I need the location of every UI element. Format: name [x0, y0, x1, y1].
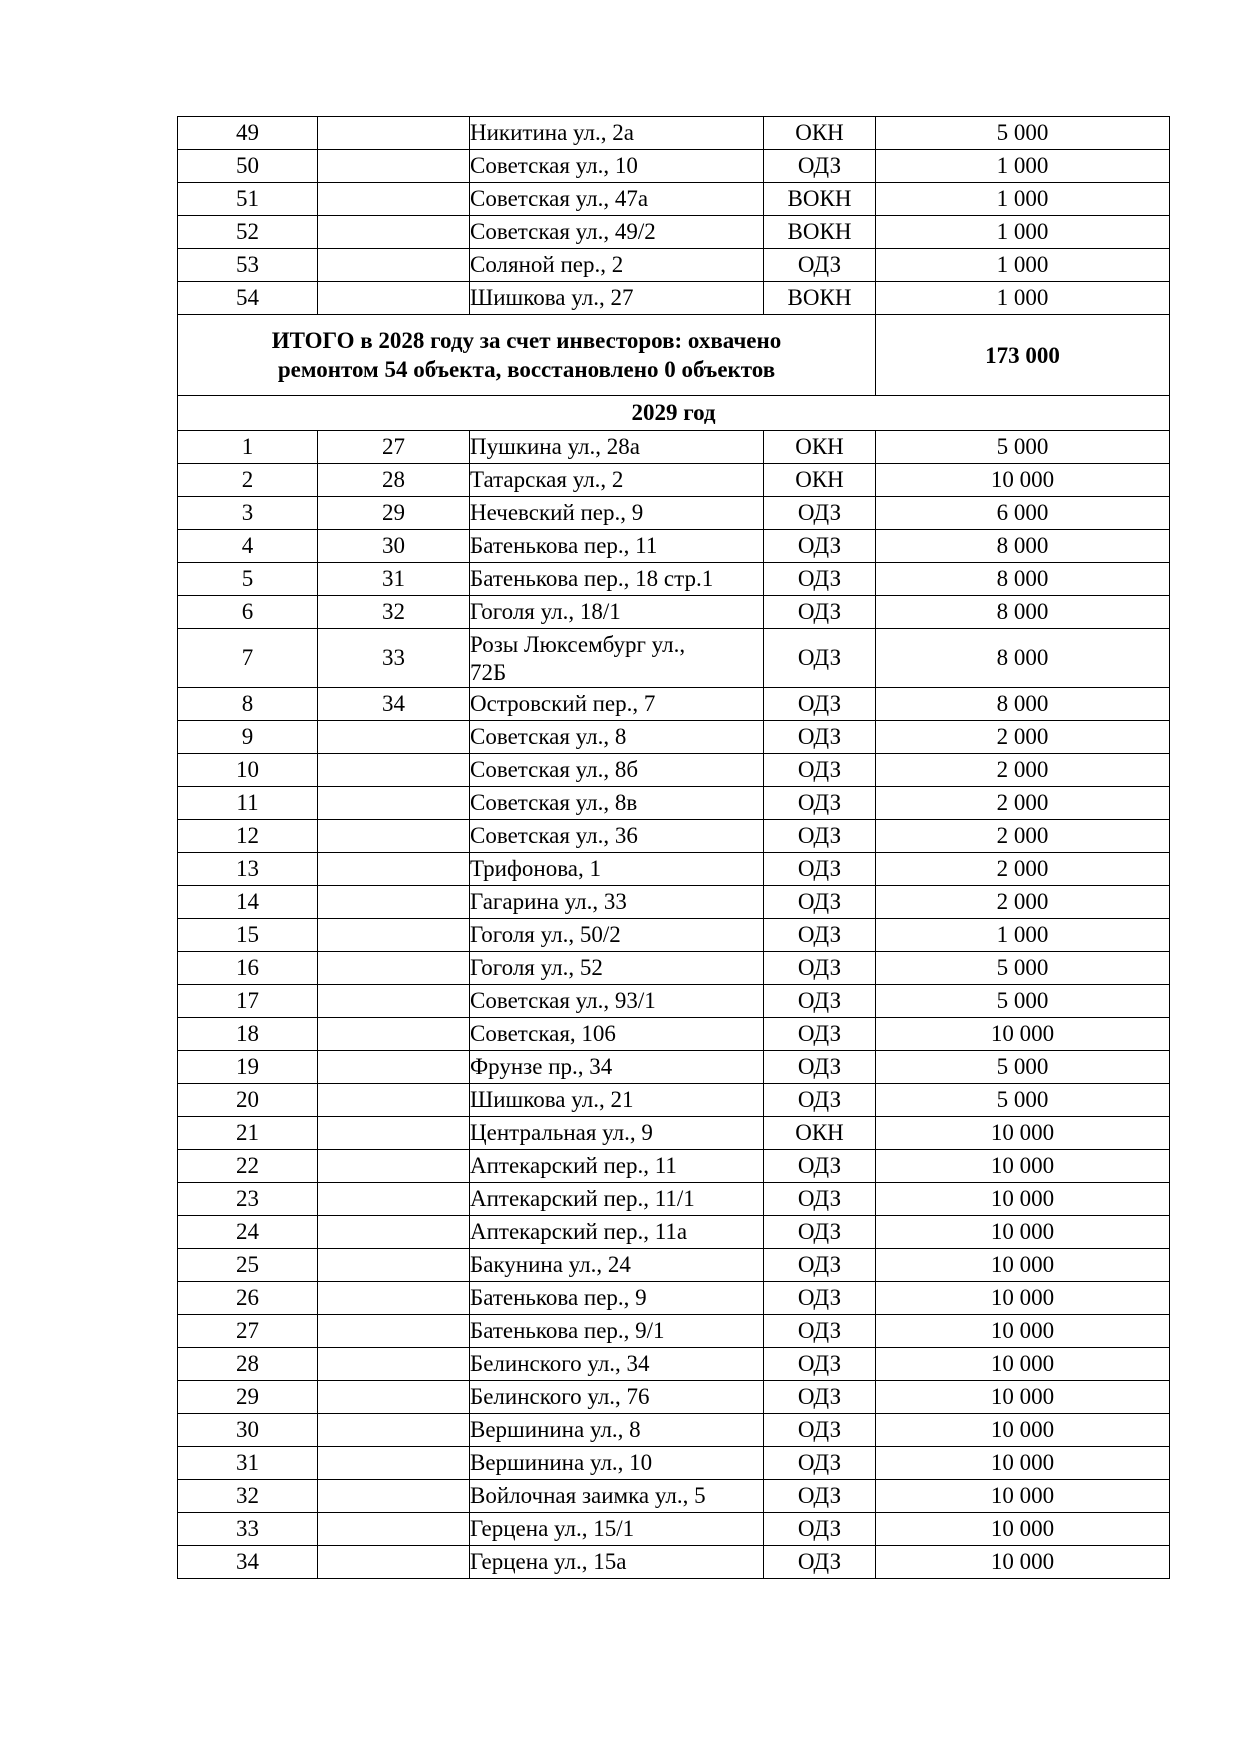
table-row — [178, 150, 1170, 183]
table-row — [178, 721, 1170, 754]
table-row — [178, 629, 1170, 688]
registry-number — [318, 1249, 470, 1282]
amount: 10 000 — [876, 1546, 1170, 1579]
amount: 6 000 — [876, 497, 1170, 530]
row-number: 5 — [178, 563, 318, 596]
total-2028-section — [178, 315, 1170, 431]
registry-number — [318, 1150, 470, 1183]
amount: 2 000 — [876, 787, 1170, 820]
address: Гоголя ул., 50/2 — [470, 919, 764, 952]
row-number: 24 — [178, 1216, 318, 1249]
table-row — [178, 1513, 1170, 1546]
object-type: ОДЗ — [764, 596, 876, 629]
object-type: ОДЗ — [764, 1315, 876, 1348]
row-number: 30 — [178, 1414, 318, 1447]
address: Гоголя ул., 18/1 — [470, 596, 764, 629]
table-row — [178, 688, 1170, 721]
object-type: ОКН — [764, 1117, 876, 1150]
registry-number: 33 — [318, 629, 470, 688]
registry-number: 30 — [318, 530, 470, 563]
amount: 10 000 — [876, 1414, 1170, 1447]
amount: 8 000 — [876, 563, 1170, 596]
table-row — [178, 497, 1170, 530]
table-row — [178, 1447, 1170, 1480]
row-number: 7 — [178, 629, 318, 688]
row-number: 52 — [178, 216, 318, 249]
address: Никитина ул., 2а — [470, 117, 764, 150]
registry-number — [318, 721, 470, 754]
row-number: 51 — [178, 183, 318, 216]
registry-number — [318, 1084, 470, 1117]
object-type: ОДЗ — [764, 1414, 876, 1447]
row-number: 32 — [178, 1480, 318, 1513]
objects-table — [177, 116, 1170, 1579]
registry-number — [318, 216, 470, 249]
row-number: 2 — [178, 464, 318, 497]
registry-number — [318, 117, 470, 150]
address: Батенькова пер., 11 — [470, 530, 764, 563]
table-row — [178, 530, 1170, 563]
address: Нечевский пер., 9 — [470, 497, 764, 530]
amount: 2 000 — [876, 853, 1170, 886]
registry-number — [318, 249, 470, 282]
row-number: 8 — [178, 688, 318, 721]
registry-number — [318, 183, 470, 216]
amount: 10 000 — [876, 1447, 1170, 1480]
table-row — [178, 1414, 1170, 1447]
amount: 1 000 — [876, 919, 1170, 952]
row-number: 26 — [178, 1282, 318, 1315]
registry-number — [318, 754, 470, 787]
row-number: 3 — [178, 497, 318, 530]
address: Советская ул., 49/2 — [470, 216, 764, 249]
object-type: ВОКН — [764, 183, 876, 216]
address: Белинского ул., 76 — [470, 1381, 764, 1414]
object-type: ОДЗ — [764, 1216, 876, 1249]
address — [470, 629, 764, 688]
registry-number — [318, 1117, 470, 1150]
table-row — [178, 216, 1170, 249]
address: Герцена ул., 15/1 — [470, 1513, 764, 1546]
row-number: 18 — [178, 1018, 318, 1051]
amount: 8 000 — [876, 530, 1170, 563]
object-type: ОДЗ — [764, 563, 876, 596]
row-number: 25 — [178, 1249, 318, 1282]
registry-number — [318, 1348, 470, 1381]
object-type: ОДЗ — [764, 952, 876, 985]
table-section-2029 — [178, 431, 1170, 1579]
amount: 8 000 — [876, 629, 1170, 688]
address: Аптекарский пер., 11а — [470, 1216, 764, 1249]
address: Советская, 106 — [470, 1018, 764, 1051]
table-row — [178, 754, 1170, 787]
address: Шишкова ул., 21 — [470, 1084, 764, 1117]
row-number: 20 — [178, 1084, 318, 1117]
object-type: ОДЗ — [764, 1249, 876, 1282]
address: Советская ул., 8в — [470, 787, 764, 820]
object-type: ОКН — [764, 431, 876, 464]
registry-number: 28 — [318, 464, 470, 497]
table-row — [178, 985, 1170, 1018]
address: Центральная ул., 9 — [470, 1117, 764, 1150]
table-row — [178, 563, 1170, 596]
registry-number — [318, 1018, 470, 1051]
object-type: ОДЗ — [764, 721, 876, 754]
address: Островский пер., 7 — [470, 688, 764, 721]
object-type: ОДЗ — [764, 1183, 876, 1216]
registry-number — [318, 820, 470, 853]
address: Советская ул., 8б — [470, 754, 764, 787]
amount: 10 000 — [876, 1249, 1170, 1282]
address: Советская ул., 36 — [470, 820, 764, 853]
amount: 8 000 — [876, 688, 1170, 721]
amount: 5 000 — [876, 985, 1170, 1018]
object-type: ОДЗ — [764, 1084, 876, 1117]
table-row — [178, 596, 1170, 629]
object-type: ОДЗ — [764, 1513, 876, 1546]
table-row — [178, 1315, 1170, 1348]
address: Вершинина ул., 8 — [470, 1414, 764, 1447]
registry-number: 32 — [318, 596, 470, 629]
table-row — [178, 1183, 1170, 1216]
amount: 10 000 — [876, 1183, 1170, 1216]
object-type: ОДЗ — [764, 886, 876, 919]
table-row — [178, 183, 1170, 216]
registry-number — [318, 150, 470, 183]
address: Фрунзе пр., 34 — [470, 1051, 764, 1084]
registry-number — [318, 1447, 470, 1480]
amount: 10 000 — [876, 1117, 1170, 1150]
amount: 10 000 — [876, 1018, 1170, 1051]
table-row — [178, 249, 1170, 282]
year-header: 2029 год — [178, 396, 1170, 431]
object-type: ОДЗ — [764, 150, 876, 183]
object-type: ОДЗ — [764, 820, 876, 853]
row-number: 11 — [178, 787, 318, 820]
object-type: ОДЗ — [764, 787, 876, 820]
table-row — [178, 1051, 1170, 1084]
row-number: 19 — [178, 1051, 318, 1084]
address-line: Розы Люксембург ул., — [470, 632, 686, 657]
table-row — [178, 1084, 1170, 1117]
row-number: 6 — [178, 596, 318, 629]
registry-number — [318, 886, 470, 919]
registry-number — [318, 1051, 470, 1084]
amount: 10 000 — [876, 464, 1170, 497]
amount: 10 000 — [876, 1216, 1170, 1249]
amount: 10 000 — [876, 1348, 1170, 1381]
registry-number: 27 — [318, 431, 470, 464]
total-sum: 173 000 — [876, 315, 1170, 396]
year-header-row — [178, 396, 1170, 431]
address: Советская ул., 93/1 — [470, 985, 764, 1018]
row-number: 15 — [178, 919, 318, 952]
object-type: ОДЗ — [764, 985, 876, 1018]
table-row — [178, 820, 1170, 853]
row-number: 31 — [178, 1447, 318, 1480]
amount: 5 000 — [876, 431, 1170, 464]
address: Советская ул., 47а — [470, 183, 764, 216]
row-number: 50 — [178, 150, 318, 183]
table-row — [178, 1348, 1170, 1381]
row-number: 54 — [178, 282, 318, 315]
table-row — [178, 952, 1170, 985]
row-number: 49 — [178, 117, 318, 150]
amount: 10 000 — [876, 1381, 1170, 1414]
registry-number: 31 — [318, 563, 470, 596]
object-type: ОДЗ — [764, 1051, 876, 1084]
object-type: ОДЗ — [764, 497, 876, 530]
address: Батенькова пер., 18 стр.1 — [470, 563, 764, 596]
address: Войлочная заимка ул., 5 — [470, 1480, 764, 1513]
amount: 1 000 — [876, 249, 1170, 282]
address: Советская ул., 10 — [470, 150, 764, 183]
amount: 5 000 — [876, 1084, 1170, 1117]
row-number: 14 — [178, 886, 318, 919]
object-type: ОДЗ — [764, 688, 876, 721]
registry-number — [318, 1546, 470, 1579]
amount: 1 000 — [876, 183, 1170, 216]
registry-number — [318, 1183, 470, 1216]
table-row — [178, 1480, 1170, 1513]
address: Советская ул., 8 — [470, 721, 764, 754]
address: Соляной пер., 2 — [470, 249, 764, 282]
object-type: ОДЗ — [764, 1150, 876, 1183]
table-row — [178, 1216, 1170, 1249]
amount: 10 000 — [876, 1315, 1170, 1348]
row-number: 23 — [178, 1183, 318, 1216]
address: Белинского ул., 34 — [470, 1348, 764, 1381]
registry-number — [318, 282, 470, 315]
registry-number — [318, 1513, 470, 1546]
amount: 8 000 — [876, 596, 1170, 629]
table-row — [178, 464, 1170, 497]
address: Вершинина ул., 10 — [470, 1447, 764, 1480]
registry-number — [318, 1282, 470, 1315]
table-section-2028 — [178, 117, 1170, 315]
address: Батенькова пер., 9/1 — [470, 1315, 764, 1348]
object-type: ОДЗ — [764, 853, 876, 886]
object-type: ОДЗ — [764, 1447, 876, 1480]
object-type: ОДЗ — [764, 1381, 876, 1414]
amount: 2 000 — [876, 754, 1170, 787]
registry-number — [318, 1480, 470, 1513]
total-label — [178, 315, 876, 396]
total-label-line2: ремонтом 54 объекта, восстановлено 0 объектов — [277, 357, 776, 382]
object-type: ОДЗ — [764, 919, 876, 952]
total-label-line1: ИТОГО в 2028 году за счет инвесторов: охвачено — [271, 328, 782, 353]
object-type: ОДЗ — [764, 1018, 876, 1051]
address: Бакунина ул., 24 — [470, 1249, 764, 1282]
object-type: ОДЗ — [764, 1546, 876, 1579]
address: Пушкина ул., 28а — [470, 431, 764, 464]
amount: 2 000 — [876, 820, 1170, 853]
table-row — [178, 1150, 1170, 1183]
amount: 1 000 — [876, 216, 1170, 249]
table-row — [178, 1546, 1170, 1579]
address: Батенькова пер., 9 — [470, 1282, 764, 1315]
address: Шишкова ул., 27 — [470, 282, 764, 315]
row-number: 9 — [178, 721, 318, 754]
table-row — [178, 787, 1170, 820]
object-type: ОКН — [764, 117, 876, 150]
row-number: 13 — [178, 853, 318, 886]
object-type: ОДЗ — [764, 1480, 876, 1513]
row-number: 21 — [178, 1117, 318, 1150]
table-row — [178, 1381, 1170, 1414]
object-type: ОДЗ — [764, 629, 876, 688]
registry-number — [318, 985, 470, 1018]
table-row — [178, 1018, 1170, 1051]
amount: 2 000 — [876, 886, 1170, 919]
table-row — [178, 1282, 1170, 1315]
row-number: 27 — [178, 1315, 318, 1348]
row-number: 16 — [178, 952, 318, 985]
row-number: 1 — [178, 431, 318, 464]
registry-number — [318, 919, 470, 952]
table-row — [178, 886, 1170, 919]
amount: 10 000 — [876, 1480, 1170, 1513]
address: Гоголя ул., 52 — [470, 952, 764, 985]
table-row — [178, 282, 1170, 315]
address: Герцена ул., 15а — [470, 1546, 764, 1579]
registry-number — [318, 1315, 470, 1348]
row-number: 28 — [178, 1348, 318, 1381]
table-row — [178, 117, 1170, 150]
row-number: 53 — [178, 249, 318, 282]
object-type: ОДЗ — [764, 1282, 876, 1315]
address: Гагарина ул., 33 — [470, 886, 764, 919]
object-type: ОДЗ — [764, 530, 876, 563]
row-number: 33 — [178, 1513, 318, 1546]
table-row — [178, 1249, 1170, 1282]
row-number: 17 — [178, 985, 318, 1018]
address: Аптекарский пер., 11 — [470, 1150, 764, 1183]
table-row — [178, 431, 1170, 464]
row-number: 4 — [178, 530, 318, 563]
amount: 2 000 — [876, 721, 1170, 754]
row-number: 29 — [178, 1381, 318, 1414]
amount: 1 000 — [876, 150, 1170, 183]
amount: 5 000 — [876, 952, 1170, 985]
amount: 1 000 — [876, 282, 1170, 315]
object-type: ОДЗ — [764, 754, 876, 787]
address-line: 72Б — [470, 660, 507, 685]
table-row — [178, 919, 1170, 952]
object-type: ВОКН — [764, 216, 876, 249]
address: Татарская ул., 2 — [470, 464, 764, 497]
object-type: ВОКН — [764, 282, 876, 315]
object-type: ОДЗ — [764, 249, 876, 282]
row-number: 34 — [178, 1546, 318, 1579]
amount: 10 000 — [876, 1150, 1170, 1183]
registry-number: 34 — [318, 688, 470, 721]
row-number: 22 — [178, 1150, 318, 1183]
object-type: ОКН — [764, 464, 876, 497]
amount: 10 000 — [876, 1282, 1170, 1315]
table-row — [178, 853, 1170, 886]
total-row-2028 — [178, 315, 1170, 396]
object-type: ОДЗ — [764, 1348, 876, 1381]
address: Трифонова, 1 — [470, 853, 764, 886]
amount: 10 000 — [876, 1513, 1170, 1546]
row-number: 10 — [178, 754, 318, 787]
registry-number — [318, 1216, 470, 1249]
registry-number: 29 — [318, 497, 470, 530]
amount: 5 000 — [876, 1051, 1170, 1084]
registry-number — [318, 952, 470, 985]
amount: 5 000 — [876, 117, 1170, 150]
address: Аптекарский пер., 11/1 — [470, 1183, 764, 1216]
registry-number — [318, 1381, 470, 1414]
registry-number — [318, 1414, 470, 1447]
row-number: 12 — [178, 820, 318, 853]
registry-number — [318, 787, 470, 820]
table-row — [178, 1117, 1170, 1150]
registry-number — [318, 853, 470, 886]
